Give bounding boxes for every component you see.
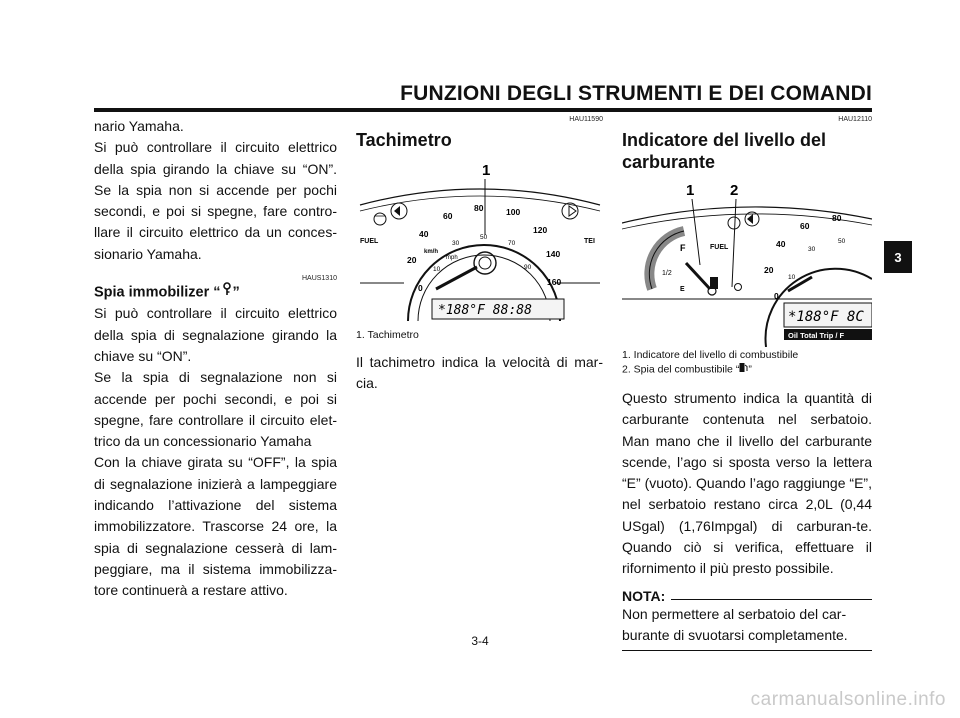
tick-100: 100 <box>506 207 521 217</box>
paragraph: Con la chiave girata su “OFF”, la spia di segnalazione inizierà a lampeggiare indicando l’attivazione del sistema immobilizzatore. Trascorse 24 ore, la spia di segnalazione cesserà di lam-peggiare, ma il sistema immobilizza-tore continuerà a restare attivo. <box>94 454 337 599</box>
speed-ticks <box>407 203 561 293</box>
mph-tick: 10 <box>433 266 441 273</box>
speedometer-figure <box>356 153 603 321</box>
caption-text-post: ” <box>748 363 752 376</box>
lcd-readout: *188°F 88:88 <box>438 303 532 318</box>
tick-80: 80 <box>474 203 484 213</box>
figure-caption-2 <box>622 362 872 377</box>
page-number: 3-4 <box>471 634 489 648</box>
section-code: HAUS1310 <box>301 275 337 283</box>
turn-right-icon <box>562 203 578 219</box>
tick: 60 <box>800 221 810 231</box>
turn-left-icon <box>391 203 407 219</box>
fuel-gauge-illustration <box>622 179 872 347</box>
column-left <box>94 116 337 602</box>
paragraph: Questo strumento indica la quantità di carburante contenuta nel serbatoio. Man mano che il livello del carburante scende, l’ago si sposta verso la lettera “E” (vuoto). Quando l’ago raggiunge “E”, nel serbatoio restano circa 2,0L (0,44 USgal) (1,76Impgal) di carburan-te. Quando ciò si verifica, effettuare il rifornimento il più presto possibile. <box>622 390 872 577</box>
section-code: HAU11590 <box>569 116 603 123</box>
fuel-needle <box>686 263 710 289</box>
mph-tick: 90 <box>524 264 532 271</box>
fuel-pump-icon <box>739 362 748 377</box>
tick: 80 <box>832 213 842 223</box>
fuel-f-label: F <box>680 243 686 253</box>
mph-tick: 30 <box>808 246 816 253</box>
headlight-icon <box>728 217 740 229</box>
nota-heading <box>622 588 872 604</box>
watermark: carmanualsonline.info <box>750 689 946 710</box>
paragraph: Il tachimetro indica la velocità di mar-cia. <box>356 354 603 392</box>
tick-60: 60 <box>443 211 453 221</box>
fuel-half-label: 1/2 <box>662 270 672 277</box>
figure-caption-1: 1. Indicatore del livello di combustibile <box>622 349 799 361</box>
column-middle <box>356 116 603 395</box>
paragraph: nario Yamaha. <box>94 118 184 134</box>
mph-tick: 10 <box>788 274 796 281</box>
tick-0: 0 <box>418 283 423 293</box>
tick: 0 <box>774 291 779 301</box>
heading-text-post: ” <box>232 284 240 301</box>
mph-tick: 50 <box>480 234 488 241</box>
lcd-display <box>784 303 872 340</box>
unit-kmh: km/h <box>424 249 439 255</box>
mph-tick: 50 <box>838 238 846 245</box>
lcd-display <box>432 299 564 319</box>
column-right <box>622 116 872 651</box>
fuel-label: FUEL <box>710 244 729 251</box>
mph-ticks <box>788 238 846 281</box>
callout-number-2: 2 <box>730 182 739 199</box>
callout-number: 1 <box>482 162 491 179</box>
tick-20: 20 <box>407 255 417 265</box>
section-code: HAU12110 <box>838 116 872 123</box>
speed-ticks <box>764 213 842 301</box>
callout-number-1: 1 <box>686 182 695 199</box>
headlight-icon <box>374 213 386 225</box>
section-heading-immobilizer <box>94 282 337 303</box>
page-header-title: FUNZIONI DEGLI STRUMENTI E DEI COMANDI <box>400 82 872 105</box>
fuel-label: FUEL <box>360 238 379 245</box>
fuel-pump-icon <box>710 277 718 289</box>
nota-text: Non permettere al serbatoio del car-burante di svuotarsi completamente. <box>622 605 848 643</box>
chapter-tab: 3 <box>884 241 912 273</box>
heading-text-pre: Spia immobilizer “ <box>94 284 221 301</box>
nota-end-rule <box>622 650 872 651</box>
section-heading-tachimetro: Tachimetro <box>356 130 452 150</box>
header-rule <box>94 108 872 112</box>
nota-rule <box>671 599 872 600</box>
tick: 40 <box>776 239 786 249</box>
tick-160: 160 <box>547 277 562 287</box>
tick-40: 40 <box>419 229 429 239</box>
paragraph: Se la spia di segnalazione non si accende per pochi secondi, e poi si spegne, fare controllare il circuito elet-trico da un concessionario Yamaha <box>94 369 337 450</box>
mph-tick: 70 <box>508 240 516 247</box>
temp-label: TEI <box>584 238 595 245</box>
mph-tick: 30 <box>452 240 460 247</box>
paragraph: Si può controllare il circuito elettrico della spia di segnalazione girando la chiave su “ON”. <box>94 305 337 364</box>
unit-mph: mph <box>446 255 458 261</box>
section-heading-fuel-gauge: Indicatore del livello del carburante <box>622 130 827 172</box>
fuel-gauge-figure <box>622 179 872 347</box>
speedometer-illustration <box>356 153 603 321</box>
lcd-readout: *188°F 8C <box>788 309 864 325</box>
figure-caption: 1. Tachimetro <box>356 329 419 341</box>
lcd-bottom-bar: Oil Total Trip / F <box>788 331 845 340</box>
key-icon <box>221 282 233 303</box>
fuel-e-label: E <box>680 286 685 293</box>
tick-120: 120 <box>533 225 548 235</box>
tick-140: 140 <box>546 249 561 259</box>
paragraph: Si può controllare il circuito elettrico della spia girando la chiave su “ON”. Se la spia non si accende per pochi secondi, e poi si spegne, fare contro-llare il circuito elettrico da un conces-sionario Yamaha. <box>94 139 337 262</box>
tick: 20 <box>764 265 774 275</box>
caption-text-pre: 2. Spia del combustibile “ <box>622 363 740 376</box>
nota-label: NOTA: <box>622 587 666 604</box>
